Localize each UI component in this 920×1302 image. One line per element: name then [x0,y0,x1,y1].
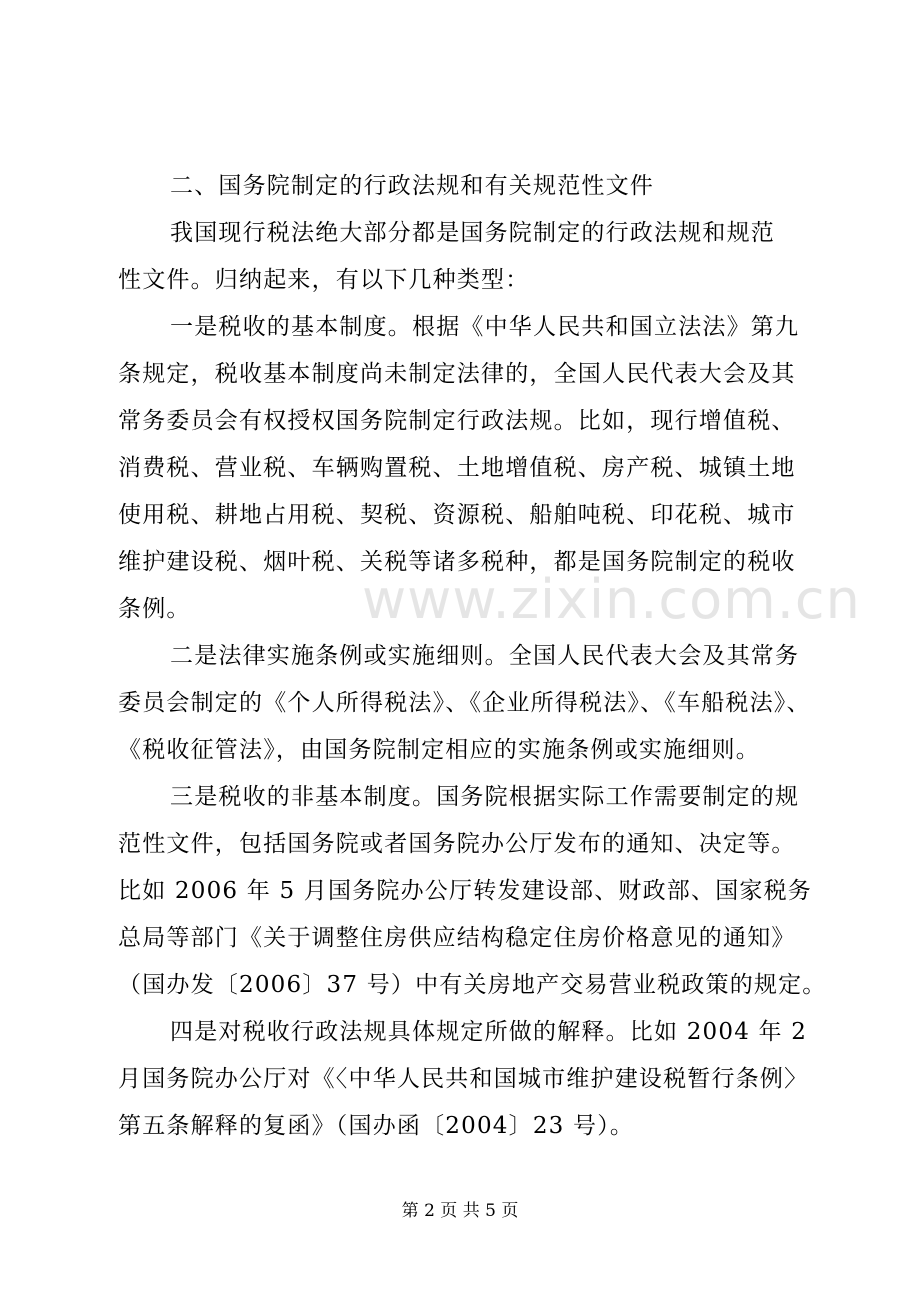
text-line: 第五条解释的复函》（国办函〔2004〕23 号）。 [118,1113,635,1139]
paragraph-non-basic [118,774,827,1009]
paragraph-implementation [118,633,811,774]
text-line: 四是对税收行政法规具体规定所做的解释。比如 2004 年 2 [170,1019,808,1045]
document-body [118,163,827,1150]
text-line: 性文件。归纳起来，有以下几种类型： [118,267,530,293]
text-line: （国办发〔2006〕37 号）中有关房地产交易营业税政策的规定。 [118,972,827,998]
text-line: 二是法律实施条例或实施细则。全国人民代表大会及其常务 [170,643,800,669]
paragraph-basic-system [118,304,808,633]
watermark: www.zixin.com.cn [362,568,861,631]
text-line: 三是税收的非基本制度。国务院根据实际工作需要制定的规 [170,784,800,810]
paragraph-interpretation [118,1009,808,1150]
text-line: 条例。 [118,596,191,622]
text-line: 使用税、耕地占用税、契税、资源税、船舶吨税、印花税、城市 [118,502,796,528]
text-line: 总局等部门《关于调整住房供应结构稳定住房价格意见的通知》 [118,925,796,951]
text-line: 维护建设税、烟叶税、关税等诸多税种，都是国务院制定的税收 [118,549,796,575]
text-line: 我国现行税法绝大部分都是国务院制定的行政法规和规范 [170,220,775,246]
heading-text: 二、国务院制定的行政法规和有关规范性文件 [170,173,654,199]
page-footer: 第 2 页 共 5 页 [401,1201,519,1221]
text-line: 委员会制定的《个人所得税法》、《企业所得税法》、《车船税法》、 [118,690,811,716]
text-line: 一是税收的基本制度。根据《中华人民共和国立法法》第九 [170,314,800,340]
paragraph-intro [118,210,808,304]
text-line: 条规定，税收基本制度尚未制定法律的，全国人民代表大会及其 [118,361,796,387]
section-heading [118,163,808,210]
text-line: 比如 2006 年 5 月国务院办公厅转发建设部、财政部、国家税务 [118,878,813,904]
text-line: 月国务院办公厅对《〈中华人民共和国城市维护建设税暂行条例〉 [118,1066,809,1092]
text-line: 范性文件，包括国务院或者国务院办公厅发布的通知、决定等。 [118,831,796,857]
text-line: 《税收征管法》，由国务院制定相应的实施条例或实施细则。 [118,737,760,763]
text-line: 消费税、营业税、车辆购置税、土地增值税、房产税、城镇土地 [118,455,796,481]
text-line: 常务委员会有权授权国务院制定行政法规。比如，现行增值税、 [118,408,796,434]
